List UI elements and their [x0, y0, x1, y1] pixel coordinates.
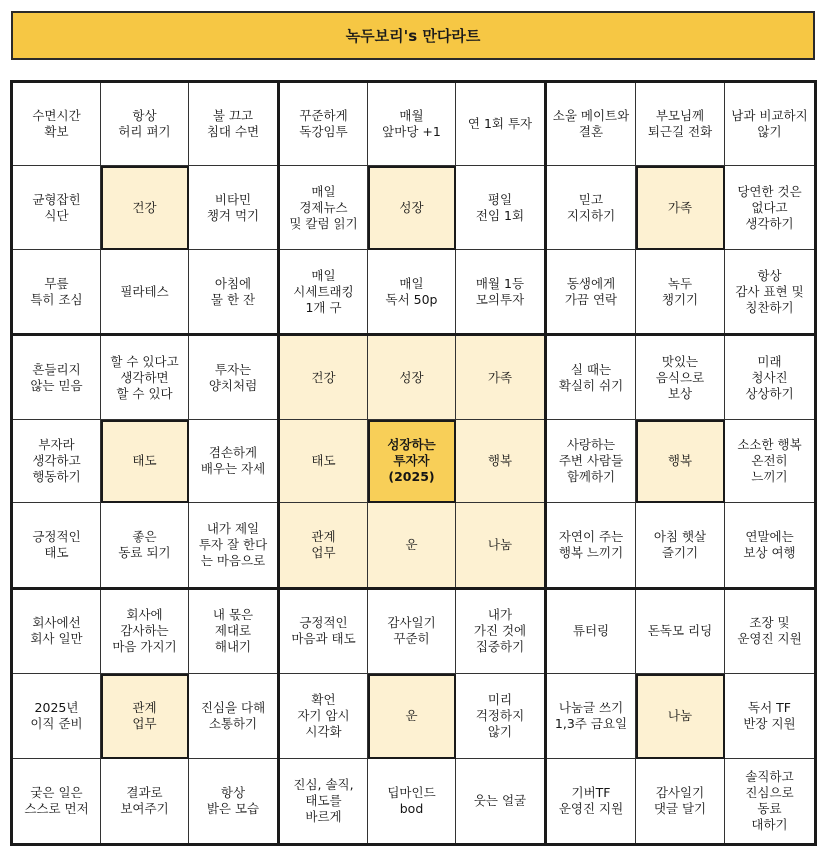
block-health — [13, 83, 280, 336]
action-cell: 회사에선 회사 일만 — [13, 590, 101, 674]
block-luck — [280, 590, 547, 843]
action-cell: 무릎 특히 조심 — [13, 250, 101, 333]
action-cell: 운 — [368, 503, 456, 586]
block-growth — [280, 83, 547, 336]
action-cell: 부모님께 퇴근길 전화 — [636, 83, 725, 166]
block-center — [280, 336, 547, 589]
action-cell: 긍정적인 마음과 태도 — [280, 590, 368, 674]
action-cell: 매월 앞마당 +1 — [368, 83, 456, 166]
action-cell: 흔들리지 않는 믿음 — [13, 336, 101, 419]
action-cell: 건강 — [280, 336, 368, 419]
action-cell: 미리 걱정하지 않기 — [456, 674, 544, 758]
block-attitude — [13, 336, 280, 589]
action-cell: 매일 독서 50p — [368, 250, 456, 333]
action-cell: 평일 전임 1회 — [456, 166, 544, 249]
action-cell: 소소한 행복 온전히 느끼기 — [725, 420, 814, 503]
action-cell: 매일 경제뉴스 및 칼럼 읽기 — [280, 166, 368, 249]
action-cell: 항상 감사 표현 및 칭찬하기 — [725, 250, 814, 333]
action-cell: 조장 및 운영진 지원 — [725, 590, 814, 674]
action-cell: 진심, 솔직, 태도를 바르게 — [280, 759, 368, 843]
action-cell: 실 때는 확실히 쉬기 — [547, 336, 636, 419]
action-cell: 연 1회 투자 — [456, 83, 544, 166]
action-cell: 기버TF 운영진 지원 — [547, 759, 636, 843]
action-cell: 균형잡힌 식단 — [13, 166, 101, 249]
action-cell: 비타민 챙겨 먹기 — [189, 166, 277, 249]
action-cell: 내가 가진 것에 집중하기 — [456, 590, 544, 674]
action-cell: 미래 청사진 상상하기 — [725, 336, 814, 419]
action-cell: 당연한 것은 없다고 생각하기 — [725, 166, 814, 249]
action-cell: 관계 업무 — [280, 503, 368, 586]
action-cell: 감사일기 꾸준히 — [368, 590, 456, 674]
action-cell: 태도 — [280, 420, 368, 503]
action-cell: 회사에 감사하는 마음 가지기 — [101, 590, 189, 674]
action-cell: 믿고 지지하기 — [547, 166, 636, 249]
page-title: 녹두보리's 만다라트 — [11, 11, 815, 60]
action-cell: 나눔글 쓰기 1,3주 금요일 — [547, 674, 636, 758]
goal-cell: 건강 — [101, 166, 189, 249]
action-cell: 불 끄고 침대 수면 — [189, 83, 277, 166]
action-cell: 솔직하고 진심으로 동료 대하기 — [725, 759, 814, 843]
action-cell: 행복 — [456, 420, 544, 503]
action-cell: 내가 제일 투자 잘 한다 는 마음으로 — [189, 503, 277, 586]
action-cell: 독서 TF 반장 지원 — [725, 674, 814, 758]
action-cell: 필라테스 — [101, 250, 189, 333]
block-work — [13, 590, 280, 843]
action-cell: 내 몫은 제대로 해내기 — [189, 590, 277, 674]
action-cell: 수면시간 확보 — [13, 83, 101, 166]
action-cell: 긍정적인 태도 — [13, 503, 101, 586]
goal-cell: 나눔 — [636, 674, 725, 758]
action-cell: 할 수 있다고 생각하면 할 수 있다 — [101, 336, 189, 419]
action-cell: 결과로 보여주기 — [101, 759, 189, 843]
action-cell: 아침에 물 한 잔 — [189, 250, 277, 333]
action-cell: 항상 밝은 모습 — [189, 759, 277, 843]
action-cell: 2025년 이직 준비 — [13, 674, 101, 758]
action-cell: 좋은 동료 되기 — [101, 503, 189, 586]
action-cell: 딥마인드 bod — [368, 759, 456, 843]
action-cell: 남과 비교하지 않기 — [725, 83, 814, 166]
goal-cell: 성장 — [368, 166, 456, 249]
action-cell: 가족 — [456, 336, 544, 419]
action-cell: 아침 햇살 즐기기 — [636, 503, 725, 586]
action-cell: 성장 — [368, 336, 456, 419]
action-cell: 궂은 일은 스스로 먼저 — [13, 759, 101, 843]
action-cell: 맛있는 음식으로 보상 — [636, 336, 725, 419]
action-cell: 부자라 생각하고 행동하기 — [13, 420, 101, 503]
action-cell: 겸손하게 배우는 자세 — [189, 420, 277, 503]
action-cell: 진심을 다해 소통하기 — [189, 674, 277, 758]
action-cell: 웃는 얼굴 — [456, 759, 544, 843]
action-cell: 녹두 챙기기 — [636, 250, 725, 333]
action-cell: 나눔 — [456, 503, 544, 586]
action-cell: 동생에게 가끔 연락 — [547, 250, 636, 333]
action-cell: 매월 1등 모의투자 — [456, 250, 544, 333]
block-sharing — [547, 590, 814, 843]
action-cell: 돈독모 리딩 — [636, 590, 725, 674]
core-goal-cell: 성장하는 투자자 (2025) — [368, 420, 456, 503]
action-cell: 자연이 주는 행복 느끼기 — [547, 503, 636, 586]
action-cell: 항상 허리 펴기 — [101, 83, 189, 166]
block-family — [547, 83, 814, 336]
block-happiness — [547, 336, 814, 589]
action-cell: 투자는 양치처럼 — [189, 336, 277, 419]
action-cell: 매일 시세트래킹 1개 구 — [280, 250, 368, 333]
goal-cell: 태도 — [101, 420, 189, 503]
action-cell: 꾸준하게 독강임투 — [280, 83, 368, 166]
action-cell: 소울 메이트와 결혼 — [547, 83, 636, 166]
action-cell: 감사일기 댓글 달기 — [636, 759, 725, 843]
mandalart-grid — [10, 80, 817, 846]
goal-cell: 관계 업무 — [101, 674, 189, 758]
action-cell: 튜터링 — [547, 590, 636, 674]
goal-cell: 운 — [368, 674, 456, 758]
goal-cell: 가족 — [636, 166, 725, 249]
action-cell: 확언 자기 암시 시각화 — [280, 674, 368, 758]
action-cell: 사랑하는 주변 사람들 함께하기 — [547, 420, 636, 503]
goal-cell: 행복 — [636, 420, 725, 503]
action-cell: 연말에는 보상 여행 — [725, 503, 814, 586]
